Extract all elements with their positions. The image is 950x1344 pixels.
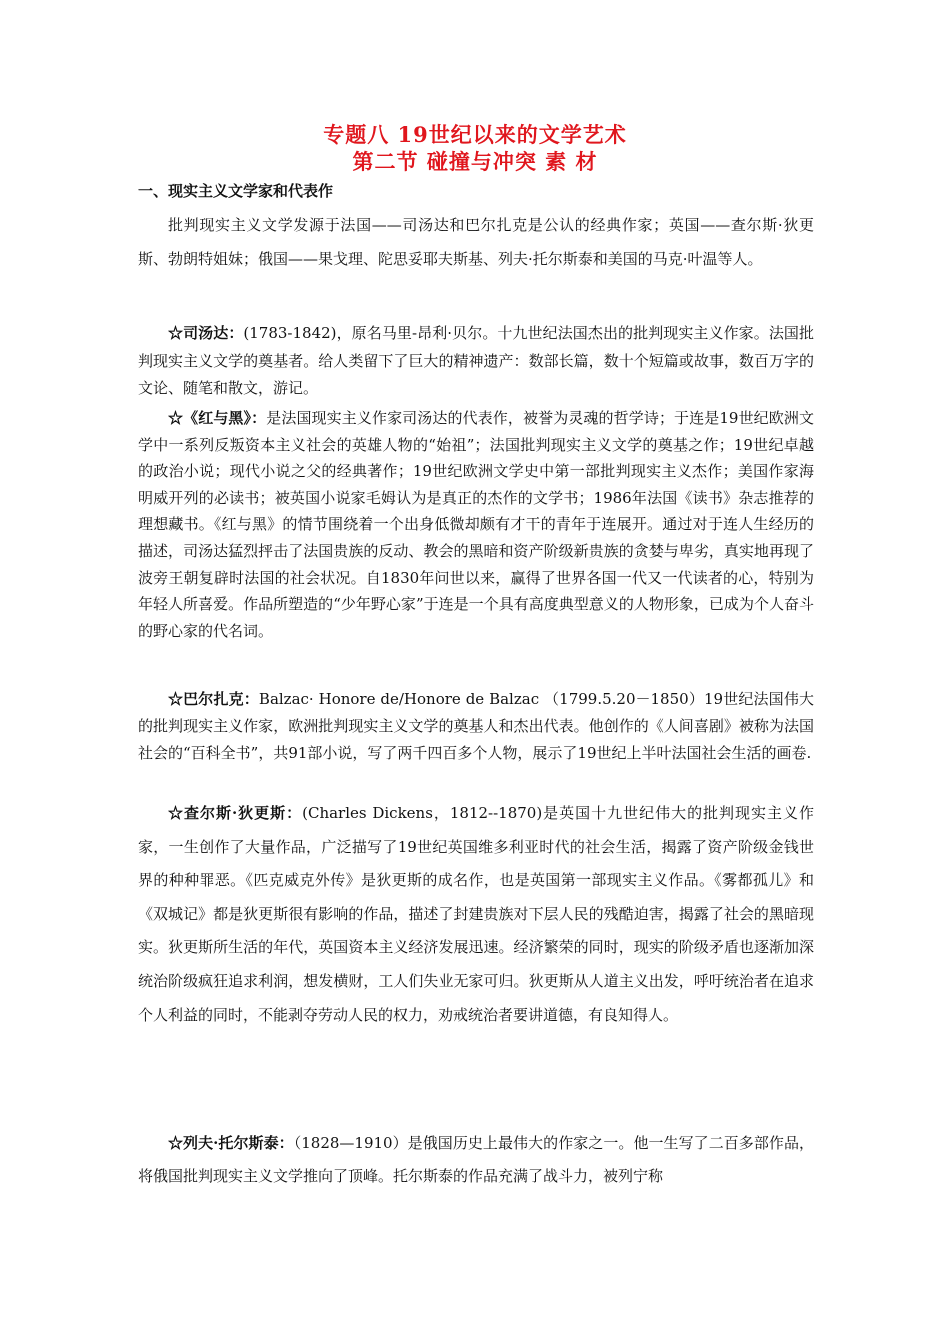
paragraph-text: 批判现实主义文学发源于法国——司汤达和巴尔扎克是公认的经典作家；英国——查尔斯·狄更斯、勃朗特姐妹；俄国——果戈理、陀思妥耶夫斯基、列夫·托尔斯泰和美国的马克·叶温等人。: [138, 216, 814, 268]
paragraph-lead: ☆查尔斯·狄更斯：: [168, 804, 303, 822]
paragraph-lead: ☆司汤达：: [168, 324, 244, 342]
paragraph-text: Balzac· Honore de/Honore de Balzac （1799.5.20－1850）19世纪法国伟大的批判现实主义作家，欧洲批判现实主义文学的奠基人和杰出代表。他创作的《人间喜剧》被称为法国社会的“百科全书”，共91部小说，写了两千四百多个人物，展示了19世纪上半叶法国社会生活的画卷.: [138, 690, 814, 762]
document-title: 专题八 19世纪以来的文学艺术: [323, 122, 627, 147]
paragraph-lead: ☆列夫·托尔斯泰：: [168, 1134, 294, 1152]
paragraph-red-and-black: [138, 405, 814, 644]
paragraph-lead: ☆巴尔扎克：: [168, 690, 259, 708]
paragraph-text: （1828—1910）是俄国历史上最伟大的作家之一。他一生写了二百多部作品，将俄国批判现实主义文学推向了顶峰。托尔斯泰的作品充满了战斗力，被列宁称: [138, 1134, 814, 1185]
paragraph-stendhal: [138, 320, 814, 403]
paragraph-intro: [138, 208, 814, 276]
section-heading: 一、现实主义文学家和代表作: [138, 182, 334, 200]
paragraph-lead: ☆《红与黑》：: [168, 409, 267, 427]
paragraph-text: 是法国现实主义作家司汤达的代表作，被誉为灵魂的哲学诗；于连是19世纪欧洲文学中一系列反叛资本主义社会的英雄人物的“始祖”；法国批判现实主义文学的奠基之作；19世纪卓越的政治小说；现代小说之父的经典著作；19世纪欧洲文学史中第一部批判现实主义杰作；美国作家海明威开列的必读书；被英国小说家毛姆认为是真正的杰作的文学书；1986年法国《读书》杂志推荐的理想藏书。《红与黑》的情节围绕着一个出身低微却颇有才干的青年于连展开。通过对于连人生经历的描述，司汤达猛烈抨击了法国贵族的反动、教会的黑暗和资产阶级新贵族的贪婪与卑劣，真实地再现了波旁王朝复辟时法国的社会状况。自1830年问世以来，赢得了世界各国一代又一代读者的心，特别为年轻人所喜爱。作品所塑造的“少年野心家”于连是一个具有高度典型意义的人物形象，已成为个人奋斗的野心家的代名词。: [138, 409, 814, 640]
paragraph-dickens: [138, 797, 814, 1032]
paragraph-text: (Charles Dickens，1812--1870)是英国十九世纪伟大的批判现实主义作家，一生创作了大量作品，广泛描写了19世纪英国维多利亚时代的社会生活，揭露了资产阶级金钱世界的种种罪恶。《匹克威克外传》是狄更斯的成名作，也是英国第一部现实主义作品。《雾都孤儿》和《双城记》都是狄更斯很有影响的作品，描述了封建贵族对下层人民的残酷迫害，揭露了社会的黑暗现实。狄更斯所生活的年代，英国资本主义经济发展迅速。经济繁荣的同时，现实的阶级矛盾也逐渐加深统治阶级疯狂追求利润，想发横财，工人们失业无家可归。狄更斯从人道主义出发，呼吁统治者在追求个人利益的同时，不能剥夺劳动人民的权力，劝戒统治者要讲道德，有良知得人。: [138, 804, 814, 1024]
document-subtitle: 第二节 碰撞与冲突 素 材: [352, 149, 598, 174]
paragraph-text: (1783-1842)，原名马里-昂利·贝尔。十九世纪法国杰出的批判现实主义作家。法国批判现实主义文学的奠基者。给人类留下了巨大的精神遗产：数部长篇，数十个短篇或故事，数百万字的文论、随笔和散文，游记。: [138, 324, 814, 397]
paragraph-balzac: [138, 686, 814, 767]
paragraph-tolstoy: [138, 1127, 814, 1193]
